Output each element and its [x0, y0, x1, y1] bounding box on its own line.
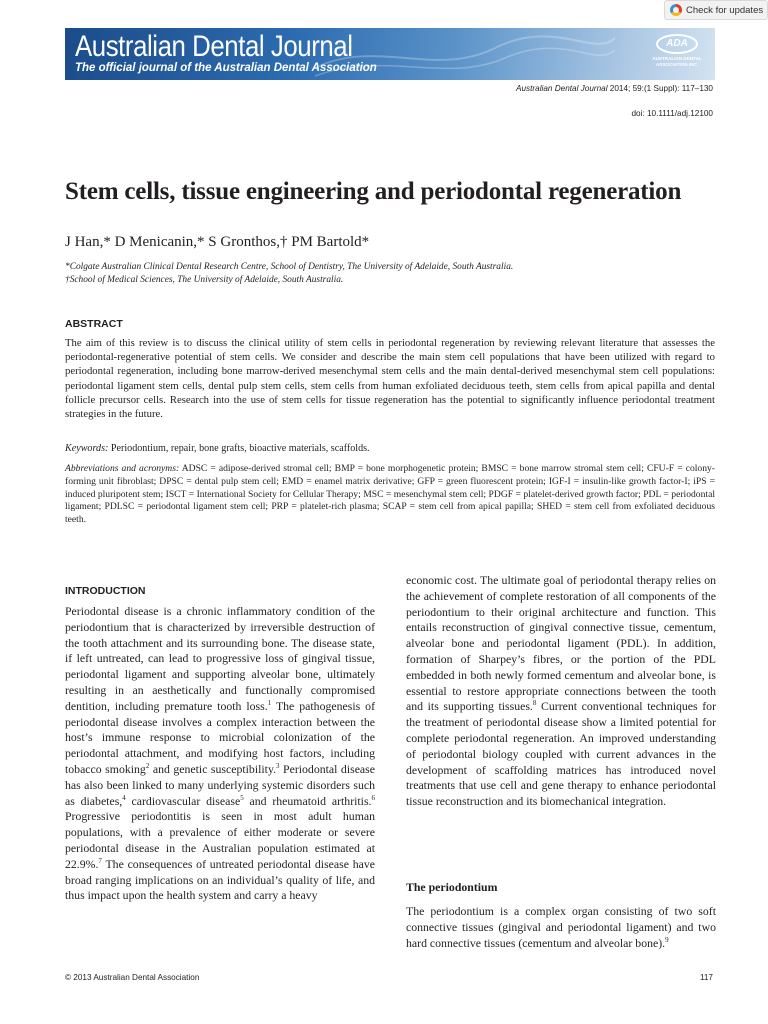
abbreviations-text: ADSC = adipose-derived stromal cell; BMP = bone morphogenetic protein; BMSC = bone marrow stromal stem cell; CFU-F = colony-forming unit fibroblast; DPSC = dental pulp stem cell; EMD = enamel matrix derivative; GFP = green fluorescent protein; IGF-I = insulin-like growth factor-I; iPS = induced pluripotent stem; ISCT = International Society for Cellular Therapy; MSC = mesenchymal stem cell; PDGF = platelet-derived growth factor; PDL = periodontal ligament; PDLSC = periodontal ligament stem cell; PRP = platelet-rich plasma; SCAP = stem cell from apical papilla; SHED = stem cell from exfoliated deciduous teeth.: [65, 463, 716, 526]
citation-details: 2014; 59:(1 Suppl): 117–130: [607, 84, 713, 93]
intro-text-1: Periodontal disease is a chronic inflammatory condition of the periodontium that is characterized by irreversible destruction of the tooth attachment and its surrounding bone. The disease state, if left untreated, can lead to progressive loss of gingival tissue, periodontal ligament and supporting alveolar bone, ultimately resulting in an aesthetically and functionally compromised dentition, including premature tooth loss.: [65, 604, 375, 713]
intro-text-8: The consequences of untreated periodontal disease have broad ranging implications on an individual’s quality of life, and thus impact upon the health system and carry a heavy: [65, 856, 375, 903]
doi: doi: 10.1111/adj.12100: [631, 109, 713, 118]
copyright: © 2013 Australian Dental Association: [65, 973, 200, 982]
intro-text-6: and rheumatoid arthritis.: [243, 793, 372, 808]
intro-text-3: and genetic susceptibility.: [149, 761, 277, 776]
left-column: [65, 604, 375, 904]
journal-banner: [65, 28, 715, 80]
ada-logo-text-1: AUSTRALIAN DENTAL: [652, 56, 702, 61]
intro-text-2: The pathogenesis of periodontal disease involves a complex interaction between the host’s immune response to microbial colonization of the periodontal attachment, and modifying host factors, including tobacco smoking: [65, 698, 375, 776]
ref-4[interactable]: 4: [122, 793, 126, 802]
keywords: [65, 443, 715, 454]
ada-logo: [647, 34, 707, 76]
ref-8[interactable]: 8: [532, 699, 537, 708]
ref-1[interactable]: 1: [267, 698, 272, 707]
abstract-heading: ABSTRACT: [65, 318, 123, 330]
right-paragraph-1: [406, 573, 716, 810]
intro-text-5: cardiovascular disease: [125, 793, 241, 808]
right-column-2: [406, 904, 716, 951]
journal-tagline: The official journal of the Australian Dental Association: [75, 62, 377, 74]
ref-2[interactable]: 2: [145, 762, 150, 771]
keywords-text: Periodontium, repair, bone grafts, bioactive materials, scaffolds.: [108, 443, 370, 454]
right-column: [406, 573, 716, 810]
intro-text-4: Periodontal disease has also been linked to many underlying systemic disorders such as diabetes,: [65, 761, 375, 808]
periodontium-paragraph: [406, 904, 716, 951]
abstract-body: The aim of this review is to discuss the clinical utility of stem cells in periodontal regeneration by reviewing relevant literature that assesses the periodontal-regenerative potential of stem cells. We consider and describe the main stem cell populations that have been utilized with regard to periodontal regeneration, including bone marrow-derived mesenchymal stem cells and the main dental-derived mesenchymal stem cell populations: periodontal ligament stem cells, dental pulp stem cells, stem cells from human exfoliated deciduous teeth, stem cells from apical papilla and dental follicle precursor cells. Research into the use of stem cells for tissue regeneration has the potential to significantly influence periodontal treatment strategies in the future.: [65, 337, 715, 421]
ref-6[interactable]: 6: [371, 793, 375, 802]
journal-name: Australian Dental Journal: [75, 30, 353, 63]
affiliation-1: *Colgate Australian Clinical Dental Research Centre, School of Dentistry, The University of Adelaide, South Australia.: [65, 262, 514, 272]
affiliation-2: †School of Medical Sciences, The University of Adelaide, South Australia.: [65, 275, 344, 285]
check-for-updates-label: Check for updates: [686, 4, 764, 16]
abbreviations: [65, 463, 715, 527]
ada-logo-abbr: ADA: [656, 34, 698, 54]
right-text-2: Current conventional techniques for the treatment of periodontal disease show a limited potential for complete periodontal regeneration. An improved understanding of periodontal biology coupled with current advances in the development of scaffolding matrices has introduced novel treatments that use cell and gene therapy to enhance periodontal tissue reconstruction and its biomechanical integration.: [406, 699, 717, 809]
periodontium-heading: The periodontium: [406, 880, 498, 894]
author-list: J Han,* D Menicanin,* S Gronthos,† PM Bartold*: [65, 234, 370, 250]
citation-journal: Australian Dental Journal: [516, 84, 608, 93]
keywords-label: Keywords:: [65, 443, 109, 454]
right-text-1: economic cost. The ultimate goal of periodontal therapy relies on the achievement of complete restoration of all components of the periodontium to their original architecture and function. This entails reconstruction of gingival connective tissue, cementum, alveolar bone and periodontal ligament (PDL). In addition, formation of Sharpey’s fibres, or the portion of the PDL embedded in both newly formed cementum and alveolar bone, is essential to restore appropriate connections between the tooth and its supporting tissues.: [406, 573, 716, 714]
check-for-updates-button[interactable]: [664, 0, 768, 20]
right-text-3: The periodontium is a complex organ consisting of two soft connective tissues (gingival and periodontal ligament) and two hard connective tissues (cementum and alveolar bone).: [406, 904, 716, 950]
ref-7[interactable]: 7: [98, 856, 102, 865]
ref-3[interactable]: 3: [276, 762, 280, 771]
abbreviations-label: Abbreviations and acronyms:: [65, 463, 180, 474]
introduction-heading: INTRODUCTION: [65, 585, 146, 597]
intro-text-7: Progressive periodontitis is seen in most adult human populations, with a prevalence of either moderate or severe periodontal disease in the Australian population estimated at 22.9%.: [65, 809, 375, 871]
page-number: 117: [699, 973, 713, 982]
citation-line: [516, 84, 713, 93]
ada-logo-text-2: ASSOCIATION INC.: [655, 62, 699, 67]
crossmark-icon: [670, 4, 682, 16]
intro-paragraph: [65, 604, 375, 904]
ref-5[interactable]: 5: [240, 793, 244, 802]
ref-9[interactable]: 9: [665, 935, 669, 944]
article-title: Stem cells, tissue engineering and periodontal regeneration: [65, 178, 682, 205]
